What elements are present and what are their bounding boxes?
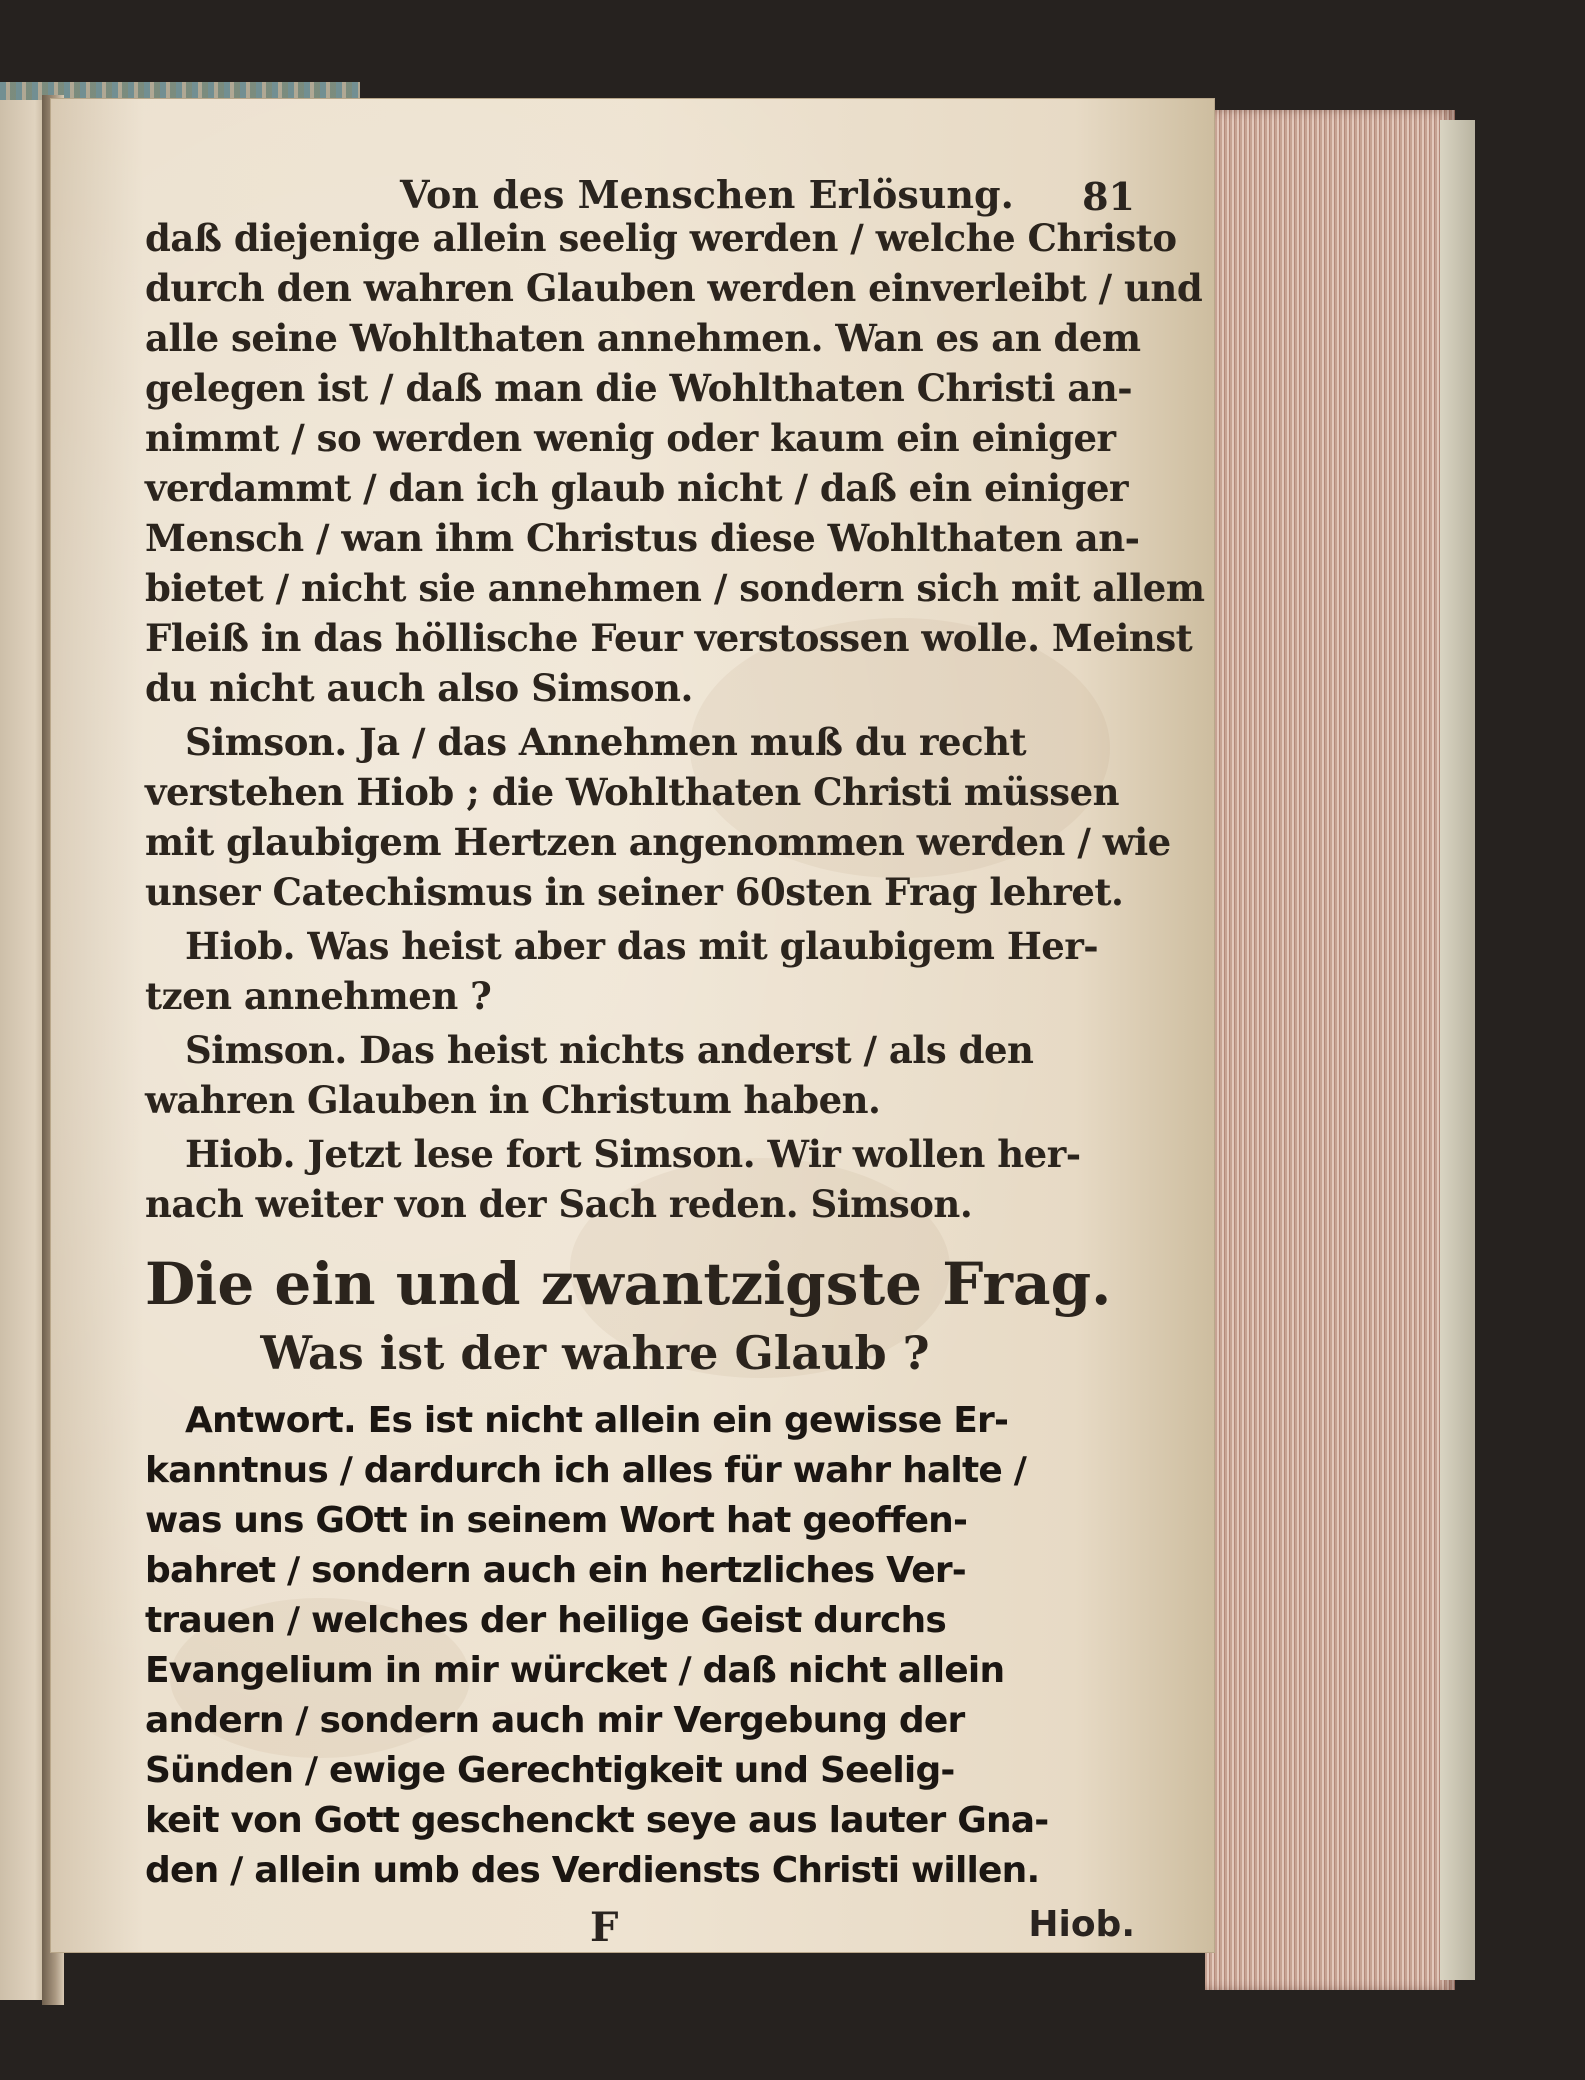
dialogue-line: mit glaubigem Hertzen angenommen werden / wie xyxy=(145,820,1171,864)
body-line: gelegen ist / daß man die Wohlthaten Christi an- xyxy=(145,366,1133,410)
answer-line: Antwort. Es ist nicht allein ein gewisse Er- xyxy=(185,1400,1009,1441)
dialogue-line: nach weiter von der Sach reden. Simson. xyxy=(145,1182,973,1226)
body-line: bietet / nicht sie annehmen / sondern sich mit allem xyxy=(145,566,1205,610)
answer-line: Evangelium in mir würcket / daß nicht allein xyxy=(145,1650,1005,1691)
dialogue-line: Hiob. Jetzt lese fort Simson. Wir wollen her- xyxy=(185,1132,1081,1176)
signature-mark: F xyxy=(590,1904,619,1951)
answer-line: Sünden / ewige Gerechtigkeit und Seelig- xyxy=(145,1750,955,1791)
answer-line: andern / sondern auch mir Vergebung der xyxy=(145,1700,965,1741)
page-number: 81 xyxy=(1082,174,1135,219)
dialogue-line: Simson. Das heist nichts anderst / als den xyxy=(185,1028,1034,1072)
body-line: daß diejenige allein seelig werden / welche Christo xyxy=(145,216,1177,260)
answer-line: keit von Gott geschenckt seye aus lauter Gna- xyxy=(145,1800,1049,1841)
running-head-title: Von des Menschen Erlösung. xyxy=(400,172,1014,217)
dialogue-line: unser Catechismus in seiner 60sten Frag lehret. xyxy=(145,870,1124,914)
dialogue-line: verstehen Hiob ; die Wohlthaten Christi müssen xyxy=(145,770,1120,814)
running-head xyxy=(145,170,1135,220)
answer-line: was uns GOtt in seinem Wort hat geoffen- xyxy=(145,1500,968,1541)
body-line: verdammt / dan ich glaub nicht / daß ein einiger xyxy=(145,466,1129,510)
answer-line: trauen / welches der heilige Geist durchs xyxy=(145,1600,946,1641)
dialogue-line: Simson. Ja / das Annehmen muß du recht xyxy=(185,720,1027,764)
answer-line: kanntnus / dardurch ich alles für wahr halte / xyxy=(145,1450,1027,1491)
dialogue-line: Hiob. Was heist aber das mit glaubigem Her- xyxy=(185,924,1099,968)
dialogue-line: tzen annehmen ? xyxy=(145,974,492,1018)
dialogue-line: wahren Glauben in Christum haben. xyxy=(145,1078,881,1122)
catchword: Hiob. xyxy=(1028,1904,1135,1945)
body-line: du nicht auch also Simson. xyxy=(145,666,693,710)
body-line: alle seine Wohlthaten annehmen. Wan es an dem xyxy=(145,316,1141,360)
answer-line: bahret / sondern auch ein hertzliches Ver- xyxy=(145,1550,966,1591)
section-heading: Die ein und zwantzigste Frag. xyxy=(145,1250,1112,1318)
body-line: Fleiß in das höllische Feur verstossen wolle. Meinst xyxy=(145,616,1193,660)
cover-edge xyxy=(1440,120,1475,1980)
section-subheading: Was ist der wahre Glaub ? xyxy=(260,1326,930,1380)
body-line: Mensch / wan ihm Christus diese Wohlthaten an- xyxy=(145,516,1140,560)
answer-line: den / allein umb des Verdiensts Christi willen. xyxy=(145,1850,1040,1891)
book-page xyxy=(50,98,1215,1953)
page-fore-edge xyxy=(1205,110,1455,1990)
body-line: nimmt / so werden wenig oder kaum ein einiger xyxy=(145,416,1116,460)
body-line: durch den wahren Glauben werden einverleibt / und xyxy=(145,266,1203,310)
